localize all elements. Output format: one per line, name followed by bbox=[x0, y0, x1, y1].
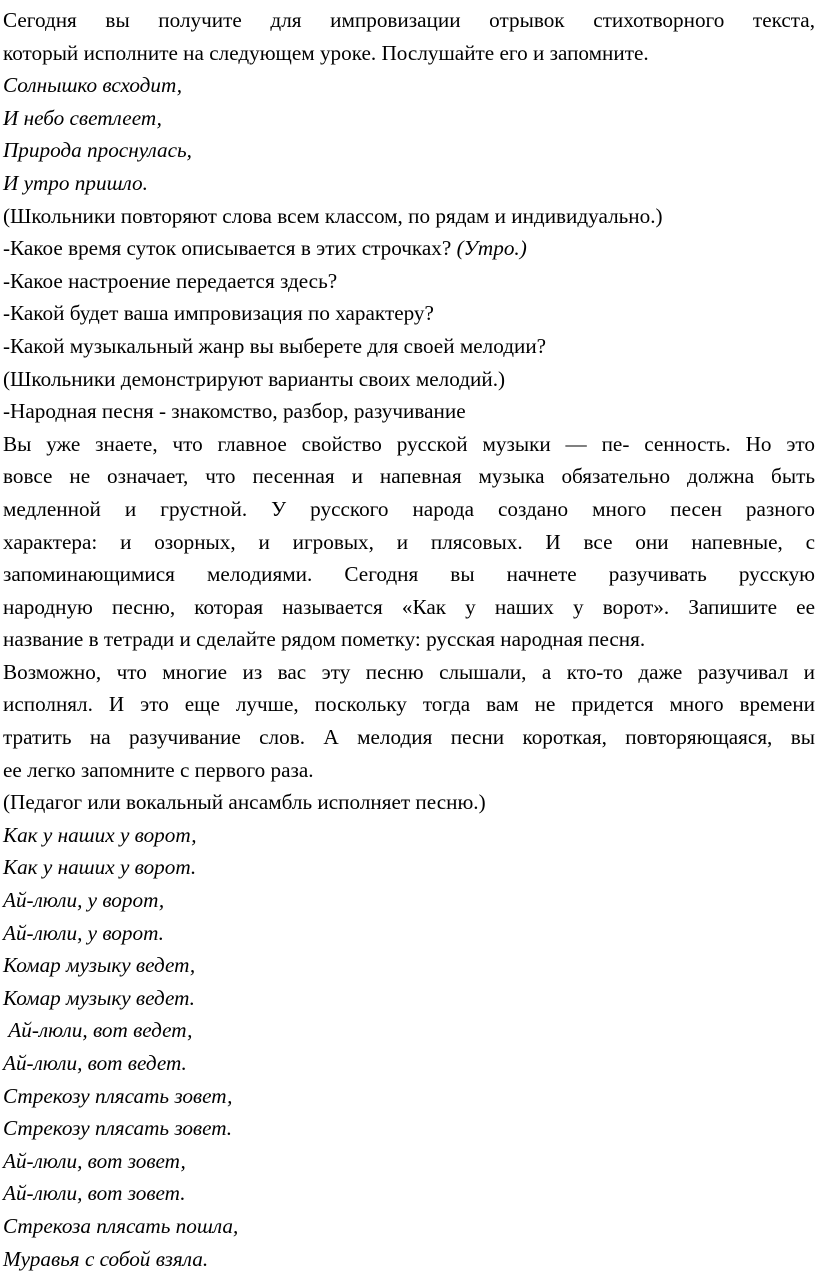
instruction: (Педагог или вокальный ансамбль исполняет песню.) bbox=[3, 790, 486, 815]
song-line: Стрекоза плясать пошла, bbox=[3, 1213, 239, 1238]
song-line: Ай-люли, у ворот, bbox=[3, 888, 165, 913]
song-lyrics bbox=[3, 819, 815, 1275]
question: -Какой музыкальный жанр вы выберете для своей мелодии? bbox=[3, 333, 547, 358]
instruction: (Школьники демонстрируют варианты своих мелодий.) bbox=[3, 366, 506, 391]
song-line: Комар музыку ведет, bbox=[3, 953, 196, 978]
song-line: Как у наших у ворот, bbox=[3, 822, 197, 847]
question: -Какой будет ваша импровизация по характеру? bbox=[3, 301, 434, 326]
document-page bbox=[3, 4, 815, 1275]
song-line: Комар музыку ведет. bbox=[3, 985, 195, 1010]
intro-line: который исполните на следующем уроке. Послушайте его и запомните. bbox=[3, 40, 649, 65]
paragraph bbox=[3, 656, 815, 786]
song-line: Ай-люли, вот ведет, bbox=[3, 1018, 193, 1043]
song-line: Стрекозу плясать зовет. bbox=[3, 1116, 233, 1141]
poem-line: И небо светлеет, bbox=[3, 105, 162, 130]
paragraph-line: народную песню, которая называется «Как у наших у ворот». Запишите ее bbox=[3, 594, 815, 619]
paragraph-line: запоминающимися мелодиями. Сегодня вы начнете разучивать русскую bbox=[3, 562, 815, 587]
paragraph-line: Возможно, что многие из вас эту песню слышали, а кто-то даже разучивал и bbox=[3, 659, 815, 684]
song-line: Как у наших у ворот. bbox=[3, 855, 197, 880]
song-line: Ай-люли, вот зовет. bbox=[3, 1181, 186, 1206]
section-heading: -Народная песня - знакомство, разбор, разучивание bbox=[3, 399, 466, 424]
song-line: Ай-люли, у ворот. bbox=[3, 920, 164, 945]
paragraph-line: вовсе не означает, что песенная и напевная музыка обязательно должна быть bbox=[3, 464, 815, 489]
paragraph-line: характера: и озорных, и игровых, и плясовых. И все они напевные, с bbox=[3, 529, 815, 554]
paragraph-line: ее легко запомните с первого раза. bbox=[3, 757, 314, 782]
paragraph-line: тратить на разучивание слов. А мелодия песни короткая, повторяющаяся, вы bbox=[3, 725, 815, 750]
paragraph-line: название в тетради и сделайте рядом пометку: русская народная песня. bbox=[3, 627, 646, 652]
paragraph-line: Вы уже знаете, что главное свойство русской музыки — пе- сенность. Но это bbox=[3, 431, 815, 456]
poem bbox=[3, 69, 815, 199]
paragraph-line: медленной и грустной. У русского народа создано много песен разного bbox=[3, 496, 815, 521]
question: -Какое настроение передается здесь? bbox=[3, 268, 338, 293]
question-text: -Какое время суток описывается в этих строчках? bbox=[3, 236, 457, 261]
paragraph bbox=[3, 428, 815, 656]
poem-line: И утро пришло. bbox=[3, 170, 148, 195]
question bbox=[3, 232, 815, 265]
song-line: Стрекозу плясать зовет, bbox=[3, 1083, 233, 1108]
paragraph-line: исполнял. И это еще лучше, поскольку тогда вам не придется много времени bbox=[3, 692, 815, 717]
song-line: Ай-люли, вот ведет. bbox=[3, 1051, 187, 1075]
poem-line: Солнышко всходит, bbox=[3, 73, 183, 98]
instruction: (Школьники повторяют слова всем классом, по рядам и индивидуально.) bbox=[3, 203, 663, 228]
song-line: Ай-люли, вот зовет, bbox=[3, 1148, 186, 1173]
song-line: Муравья с собой взяла. bbox=[3, 1246, 209, 1271]
poem-line: Природа проснулась, bbox=[3, 138, 192, 163]
intro-line: Сегодня вы получите для импровизации отрывок стихотворного текста, bbox=[3, 8, 815, 32]
question-answer: (Утро.) bbox=[456, 236, 527, 261]
